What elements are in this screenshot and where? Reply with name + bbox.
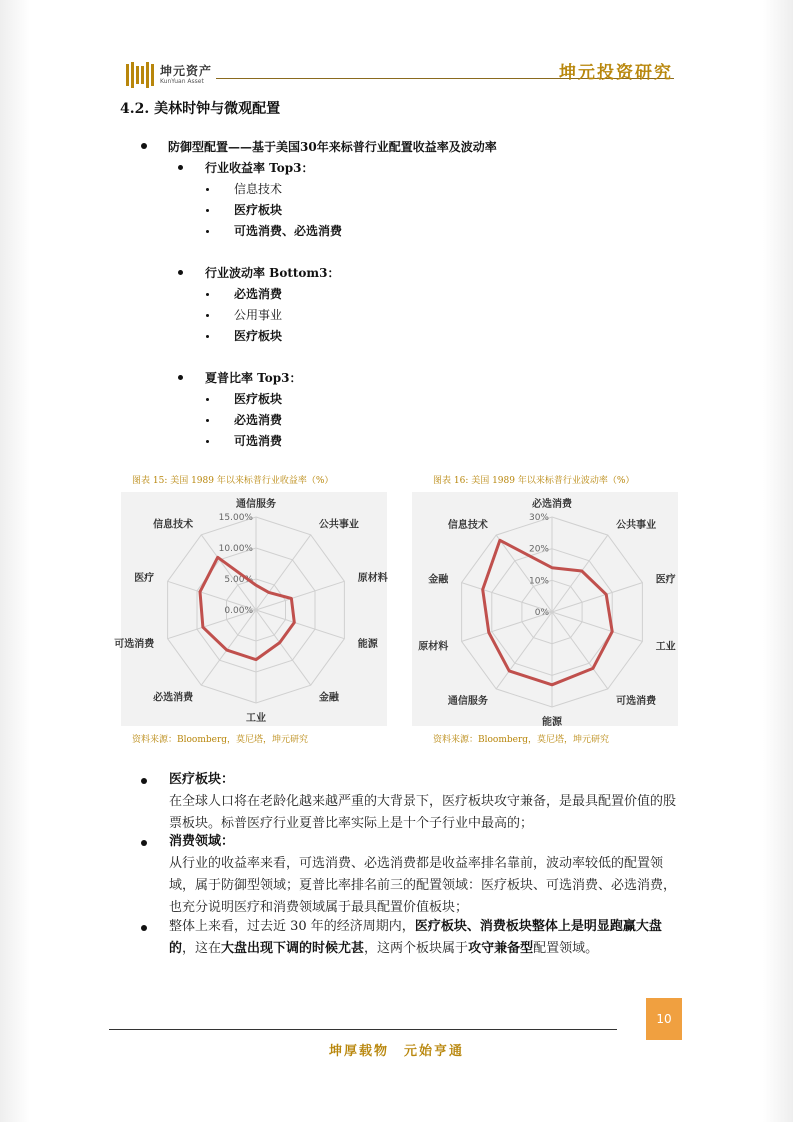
summary-emphasis: 攻守兼备型 — [468, 941, 534, 956]
footer-divider — [109, 1029, 617, 1030]
bullet-dot — [206, 314, 209, 317]
radar-category-label: 公共事业 — [318, 519, 359, 531]
radar-category-label: 金融 — [318, 692, 339, 704]
group-title: 行业波动率 Bottom3： — [205, 266, 340, 280]
list-item: 可选消费、必选消费 — [234, 224, 343, 238]
radar-tick-label: 0% — [534, 608, 549, 618]
radar-category-label: 原材料 — [357, 572, 388, 584]
paragraph-body: 在全球人口将在老龄化越来越严重的大背景下，医疗板块攻守兼备，是最具配置价值的股票板块。标普医疗行业夏普比率实际上是十个子行业中最高的； — [169, 794, 677, 831]
radar-category-label: 医疗 — [655, 574, 676, 586]
bullet-dot — [206, 440, 209, 443]
bullet-dot — [141, 778, 147, 784]
summary-text: ，这在 — [182, 941, 222, 956]
paragraph-body: 从行业的收益率来看，可选消费、必选消费都是收益率排名靠前，波动率较低的配置领域，属于防御型领域；夏普比率排名前三的配置领域：医疗板块、可选消费、必选消费，也充分说明医疗和消费领域属于最具配置价值板块； — [169, 856, 677, 915]
bullet-dot — [178, 270, 183, 275]
bullet-dot — [178, 165, 183, 170]
radar-category-label: 医疗 — [134, 572, 155, 584]
page-shade-right — [763, 0, 793, 1122]
list-item: 医疗板块 — [234, 329, 283, 343]
bullet-dot — [206, 230, 209, 233]
radar-category-label: 信息技术 — [153, 519, 194, 531]
paragraph-summary — [169, 916, 679, 960]
group-title: 夏普比率 Top3： — [205, 371, 302, 385]
radar-category-label: 公共事业 — [616, 519, 657, 531]
kunyuan-logo-icon — [126, 62, 154, 88]
radar-category-label: 必选消费 — [532, 499, 572, 510]
paragraph-medical — [169, 769, 679, 835]
list-item: 信息技术 — [234, 182, 283, 196]
section-title: 4.2. 美林时钟与微观配置 — [120, 101, 281, 117]
group-title: 行业收益率 Top3： — [205, 161, 314, 175]
radar-spoke — [256, 610, 311, 685]
bullet-dot — [141, 143, 147, 149]
radar-category-label: 能源 — [542, 717, 562, 728]
radar-spoke — [552, 612, 642, 641]
bullet-dot — [141, 925, 147, 931]
radar-category-label: 工业 — [655, 641, 676, 653]
figure-source: 资料来源：Bloomberg，莫尼塔，坤元研究 — [132, 735, 309, 745]
radar-spoke — [496, 612, 552, 689]
summary-text: 配置领域。 — [533, 941, 599, 956]
list-item: 必选消费 — [234, 287, 283, 301]
figure-caption-16: 图表 16: 美国 1989 年以来标普行业波动率（%） — [433, 476, 635, 486]
radar-category-label: 可选消费 — [616, 696, 657, 708]
radar-category-label: 信息技术 — [447, 519, 488, 531]
bullet-dot — [206, 419, 209, 422]
radar-chart-returns — [114, 492, 388, 726]
main-bullet-text: 防御型配置——基于美国30年来标普行业配置收益率及波动率 — [168, 140, 497, 154]
radar-spoke — [256, 581, 344, 610]
bullet-dot — [206, 335, 209, 338]
page-number: 10 — [646, 998, 682, 1040]
radar-tick-label: 20% — [528, 544, 549, 555]
radar-tick-label: 30% — [528, 513, 549, 523]
radar-tick-label: 10% — [528, 576, 549, 587]
summary-text: 整体上来看，过去近 30 年的经济周期内， — [169, 919, 415, 934]
radar-category-label: 必选消费 — [153, 692, 194, 704]
bullet-dot — [206, 293, 209, 296]
logo-chinese-name: 坤元资产 — [160, 64, 213, 78]
figure-caption-15: 图表 15: 美国 1989 年以来标普行业收益率（%） — [132, 476, 334, 486]
radar-chart-svg — [412, 492, 678, 726]
summary-emphasis: 医疗板块、消费板块整体上是明显跑赢大盘的 — [169, 919, 662, 956]
radar-chart-svg — [114, 492, 388, 726]
radar-chart-volatility — [412, 492, 678, 726]
list-item: 医疗板块 — [234, 203, 283, 217]
radar-category-label: 可选消费 — [114, 639, 155, 651]
radar-spoke — [552, 535, 608, 612]
summary-text: ，这两个板块属于 — [364, 941, 469, 956]
page-shade-left — [0, 0, 30, 1122]
bullet-dot — [206, 188, 209, 191]
radar-category-label: 能源 — [357, 639, 378, 651]
radar-spoke — [201, 610, 256, 685]
list-item: 医疗板块 — [234, 392, 283, 406]
list-item: 可选消费 — [234, 434, 283, 448]
radar-category-label: 原材料 — [418, 641, 449, 653]
list-item: 公用事业 — [234, 308, 283, 322]
footer-motto: 坤厚载物 元始亨通 — [328, 1044, 464, 1059]
radar-tick-label: 15.00% — [218, 513, 253, 523]
radar-category-label: 通信服务 — [236, 499, 276, 510]
summary-emphasis: 大盘出现下调的时候尤甚 — [221, 941, 365, 956]
radar-category-label: 金融 — [428, 574, 449, 586]
paragraph-title: 消费领域： — [169, 834, 235, 849]
radar-category-label: 工业 — [246, 713, 266, 724]
radar-spoke — [256, 535, 311, 610]
bullet-dot — [206, 398, 209, 401]
paragraph-consumer — [169, 831, 679, 919]
radar-category-label: 通信服务 — [447, 696, 488, 708]
radar-tick-label: 0.00% — [224, 606, 253, 616]
paragraph-title: 医疗板块： — [169, 772, 235, 787]
radar-tick-label: 10.00% — [218, 544, 253, 554]
bullet-dot — [178, 375, 183, 380]
figure-source: 资料来源：Bloomberg，莫尼塔，坤元研究 — [433, 735, 610, 745]
radar-spoke — [552, 612, 608, 689]
bullet-dot — [206, 209, 209, 212]
bullet-dot — [141, 840, 147, 846]
radar-spoke — [256, 610, 344, 639]
list-item: 必选消费 — [234, 413, 283, 427]
logo-english-name: KunYuan Asset — [160, 78, 204, 85]
radar-tick-label: 5.00% — [224, 575, 253, 585]
header-title: 坤元投资研究 — [559, 63, 673, 83]
